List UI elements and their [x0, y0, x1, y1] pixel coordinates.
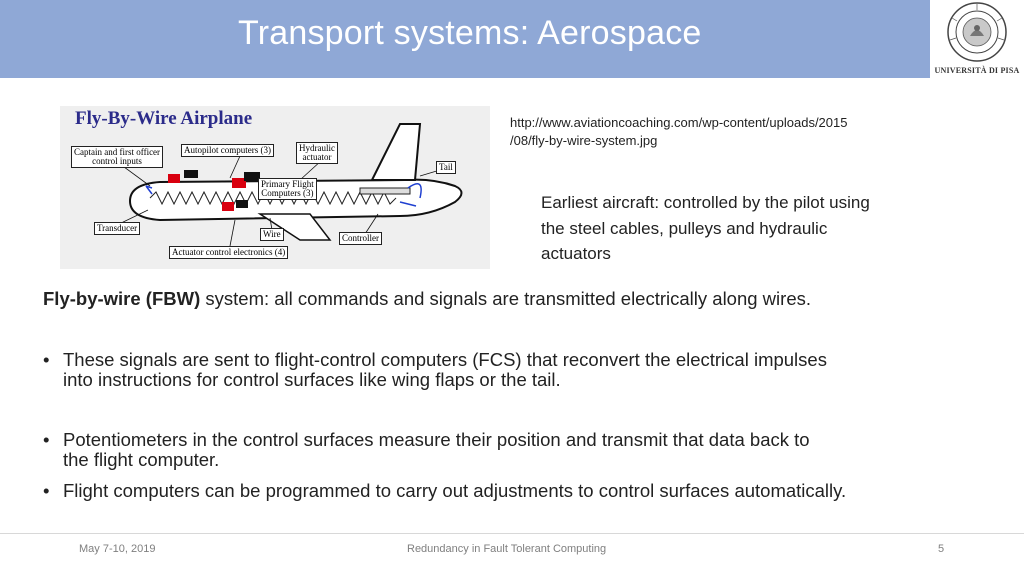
footer-title: Redundancy in Fault Tolerant Computing [407, 543, 607, 555]
logo-caption: UNIVERSITÀ DI PISA [934, 66, 1020, 75]
bullet-1-line2: into instructions for control surfaces like wing flaps or the tail. [63, 369, 561, 390]
earliest-line1: Earliest aircraft: controlled by the pilot using [541, 193, 870, 212]
fbw-term: Fly-by-wire (FBW) [43, 288, 201, 309]
university-seal-icon [930, 0, 1024, 66]
slide-title: Transport systems: Aerospace [238, 14, 702, 52]
bullet-marker: • [43, 429, 50, 450]
label-tail: Tail [436, 161, 456, 174]
bullet-3-line1: Flight computers can be programmed to carry out adjustments to control surfaces automatically. [63, 480, 847, 501]
source-url[interactable] [510, 114, 910, 150]
earliest-aircraft-note [541, 190, 961, 267]
label-wire: Wire [260, 228, 284, 241]
label-actuator-control-electronics: Actuator control electronics (4) [169, 246, 288, 259]
fbw-definition [43, 288, 1003, 310]
earliest-line2: the steel cables, pulleys and hydraulic [541, 218, 828, 238]
page-number: 5 [938, 543, 945, 555]
bullet-2-line1: Potentiometers in the control surfaces measure their position and transmit that data back to [63, 429, 810, 450]
label-captain-inputs: Captain and first officer control inputs [71, 146, 163, 168]
label-controller: Controller [339, 232, 382, 245]
source-url-line2: /08/fly-by-wire-system.jpg [510, 133, 658, 148]
diagram-title: Fly-By-Wire Airplane [75, 108, 253, 129]
title-bar [0, 0, 930, 78]
bullet-1-line1: These signals are sent to flight-control computers (FCS) that reconvert the electrical impulses [63, 349, 827, 370]
university-logo [930, 0, 1024, 78]
earliest-line3: actuators [541, 244, 611, 263]
source-url-line1: http://www.aviationcoaching.com/wp-content/uploads/2015 [510, 115, 848, 130]
label-autopilot: Autopilot computers (3) [181, 144, 274, 157]
fbw-description: system: all commands and signals are transmitted electrically along wires. [200, 288, 811, 309]
bullet-marker: • [43, 349, 50, 370]
bullet-marker: • [43, 480, 50, 501]
label-primary-flight-computers: Primary Flight Computers (3) [258, 178, 317, 200]
footer-divider [0, 533, 1024, 534]
label-transducer: Transducer [94, 222, 140, 235]
footer-date: May 7-10, 2019 [79, 543, 156, 555]
bullet-2-line2: the flight computer. [63, 449, 220, 470]
label-hydraulic-actuator: Hydraulic actuator [296, 142, 338, 164]
fly-by-wire-diagram [60, 106, 490, 269]
